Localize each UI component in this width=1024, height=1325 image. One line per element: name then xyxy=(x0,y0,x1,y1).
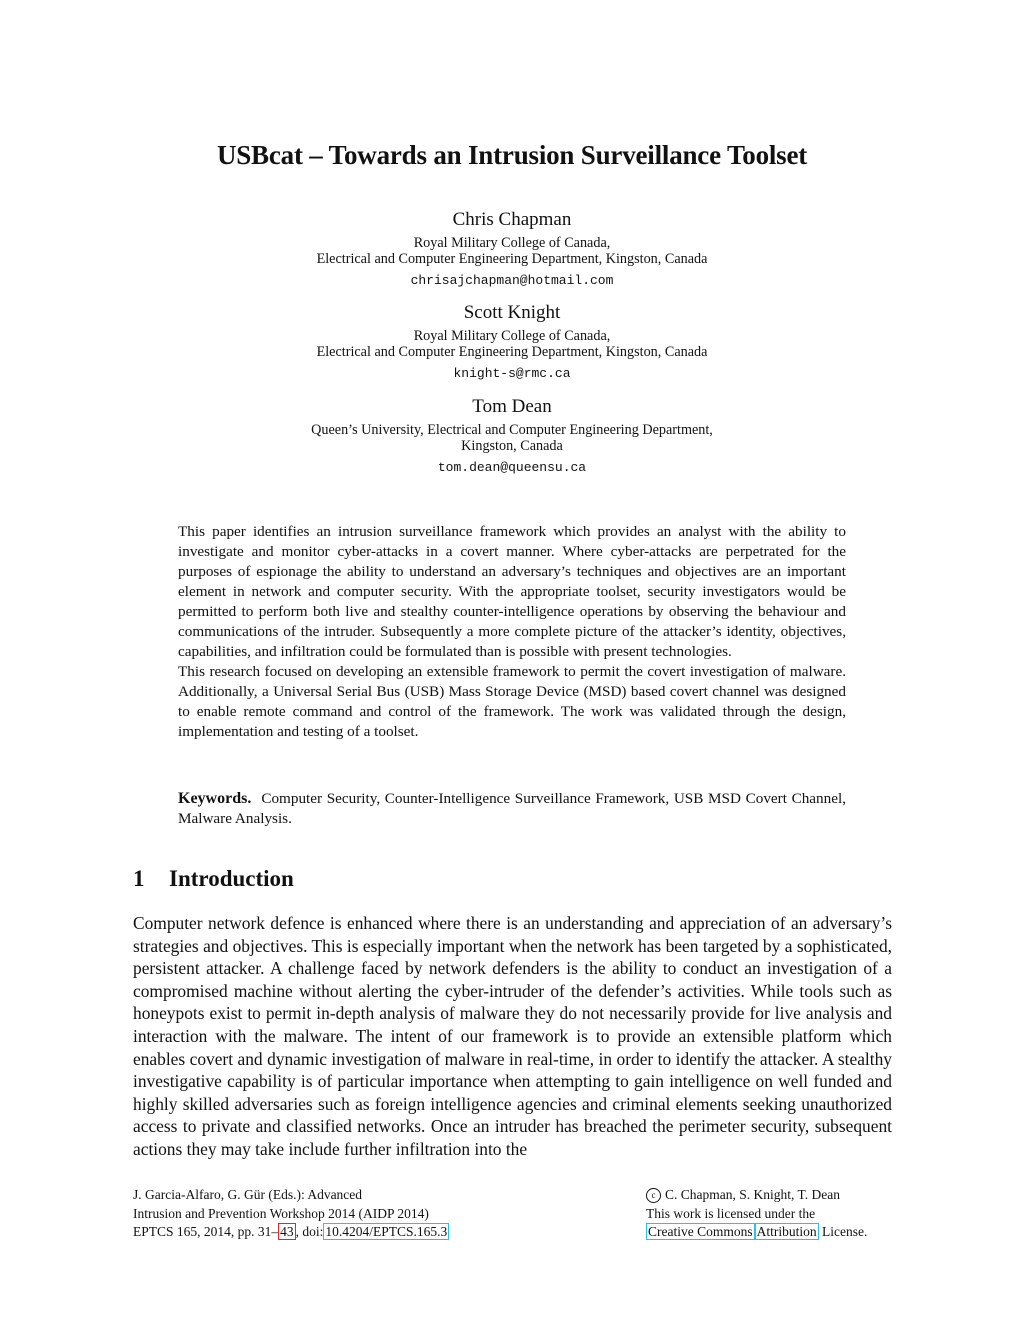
paper-title: USBcat – Towards an Intrusion Surveillance Toolset xyxy=(216,140,808,170)
affiliation xyxy=(0,422,1024,454)
author-block-1 xyxy=(0,208,1024,288)
attribution-link[interactable]: Attribution xyxy=(756,1224,817,1239)
affiliation-line: Kingston, Canada xyxy=(461,438,563,454)
footer-license xyxy=(646,1186,867,1242)
affiliation-line: Electrical and Computer Engineering Department, Kingston, Canada xyxy=(316,251,708,267)
section-heading xyxy=(133,866,294,892)
last-page-link[interactable]: 43 xyxy=(280,1224,294,1239)
footer-line xyxy=(646,1223,867,1242)
author-name: Tom Dean xyxy=(472,396,552,417)
keywords xyxy=(178,789,846,829)
footer-line: Intrusion and Prevention Workshop 2014 (AIDP 2014) xyxy=(133,1205,429,1221)
footer-line: J. Garcia-Alfaro, G. Gür (Eds.): Advanced xyxy=(133,1187,363,1202)
author-email: tom.dean@queensu.ca xyxy=(437,460,587,475)
footer-citation xyxy=(133,1186,449,1242)
affiliation xyxy=(0,328,1024,360)
author-name: Scott Knight xyxy=(463,302,561,323)
keywords-label: Keywords. xyxy=(178,790,252,807)
affiliation xyxy=(0,235,1024,267)
affiliation-line: Electrical and Computer Engineering Department, Kingston, Canada xyxy=(316,344,708,360)
author-email: knight-s@rmc.ca xyxy=(453,366,571,381)
abstract-paragraph: This research focused on developing an extensible framework to permit the covert investigation of malware. Additionally, a Universal Serial Bus (USB) Mass Storage Device (MSD) based covert channel was designed to enable remote command and control of the framework. The work was validated through the design, implementation and testing of a toolset. xyxy=(178,663,846,740)
creative-commons-link[interactable]: Creative Commons xyxy=(648,1224,753,1239)
author-block-2 xyxy=(0,301,1024,381)
author-block-3 xyxy=(0,395,1024,475)
author-name: Chris Chapman xyxy=(452,209,572,230)
footer-line: This work is licensed under the xyxy=(646,1205,816,1221)
affiliation-line: Royal Military College of Canada, xyxy=(413,235,611,251)
author-email: chrisajchapman@hotmail.com xyxy=(410,273,614,288)
affiliation-line: Royal Military College of Canada, xyxy=(413,328,611,344)
abstract-paragraph: This paper identifies an intrusion surveillance framework which provides an analyst with the ability to investigate and monitor cyber-attacks in a covert manner. Where cyber-attacks are perpetrated for the purposes of espionage the ability to understand an adversary’s techniques and objectives are an important element in network and computer security. With the appropriate toolset, security investigators would be permitted to perform both live and stealthy counter-intelligence operations by observing the behaviour and communications of the intruder. Subsequently a more complete picture of the attacker’s identity, objectives, capabilities, and infiltration could be formulated than is possible with present technologies. xyxy=(178,523,846,660)
doi-prefix: , doi: xyxy=(295,1224,324,1239)
license-suffix: License. xyxy=(818,1224,868,1239)
abstract xyxy=(178,522,846,742)
section-number: 1 xyxy=(133,866,145,891)
footer-line xyxy=(646,1186,867,1205)
affiliation-line: Queen’s University, Electrical and Computer Engineering Department, xyxy=(311,422,713,438)
copyright-holders: C. Chapman, S. Knight, T. Dean xyxy=(665,1187,840,1202)
footer-line xyxy=(133,1223,449,1242)
doi-link[interactable]: 10.4204/EPTCS.165.3 xyxy=(325,1224,448,1239)
footer-pages: EPTCS 165, 2014, pp. 31– xyxy=(133,1224,279,1239)
keywords-text: Computer Security, Counter-Intelligence Surveillance Framework, USB MSD Covert Channel, Malware Analysis. xyxy=(178,790,846,827)
introduction-paragraph: Computer network defence is enhanced where there is an understanding and appreciation of an adversary’s strategies and objectives. This is especially important when the network has been targeted by a sophisticated, persistent attacker. A challenge faced by network defenders is the ability to conduct an investigation of a compromised machine without alerting the cyber-intruder of the defender’s activities. While tools such as honeypots exist to permit in-depth analysis of malware they do not necessarily provide for live analysis and interaction with the malware. The intent of our framework is to provide an extensible platform which enables covert and dynamic investigation of malware in real-time, in order to identify the attacker. A stealthy investigative capability is of particular importance when attempting to gain intelligence on well funded and highly skilled adversaries such as foreign intelligence agencies and criminal elements seeking unauthorized access to private and classified networks. Once an intruder has breached the perimeter security, subsequent actions they may take include further infiltration into the xyxy=(133,913,892,1159)
copyright-icon: c xyxy=(646,1188,661,1203)
section-title: Introduction xyxy=(169,866,294,891)
